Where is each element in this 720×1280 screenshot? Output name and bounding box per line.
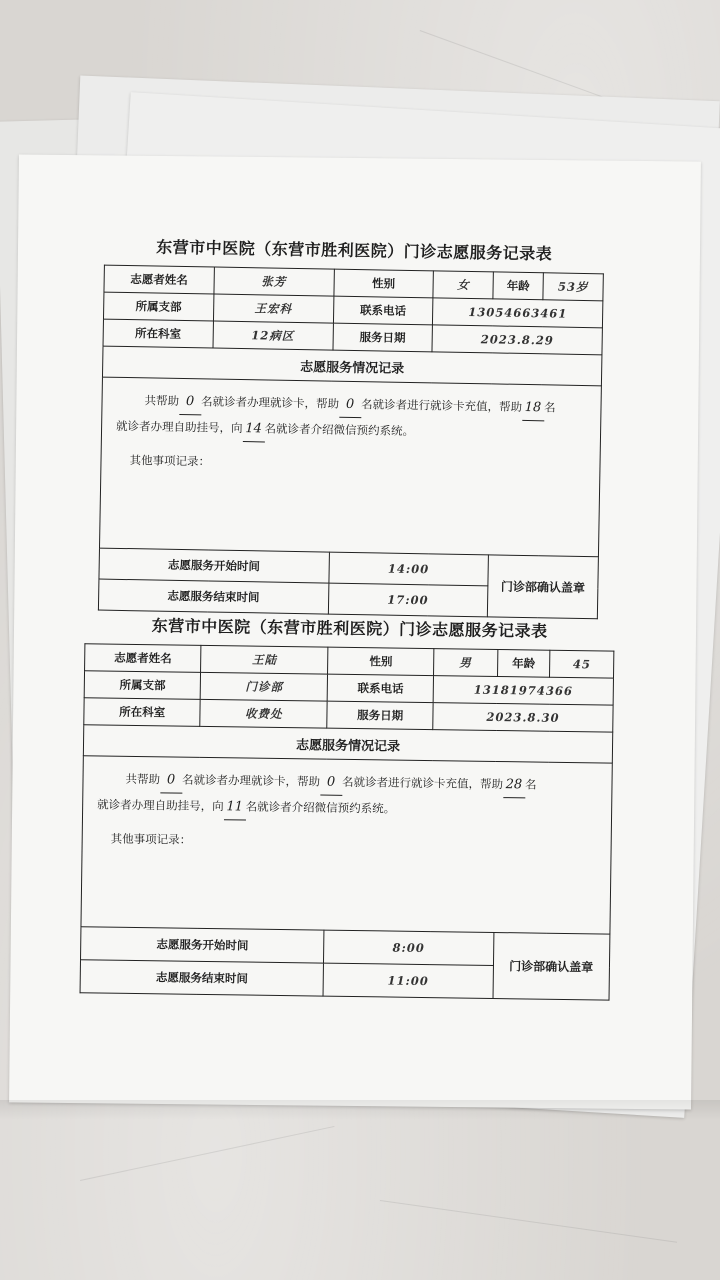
branch-value: 门诊部 — [201, 672, 328, 701]
phone-value: 13054663461 — [433, 298, 603, 328]
filled-count: 0 — [160, 768, 182, 793]
form-title: 东营市中医院（东营市胜利医院）门诊志愿服务记录表 — [156, 237, 553, 264]
start-time-value: 14:00 — [328, 552, 488, 586]
age-value: 45 — [550, 650, 614, 678]
start-time-label: 志愿服务开始时间 — [81, 927, 325, 963]
branch-value: 王宏科 — [213, 294, 333, 323]
record-text: 名就诊者办理就诊卡，帮助 — [181, 772, 321, 789]
filled-count: 28 — [503, 773, 525, 798]
record-text: 名 — [524, 777, 537, 792]
start-time-value: 8:00 — [324, 930, 494, 965]
record-text: 共帮助 — [125, 771, 161, 787]
age-value: 53岁 — [543, 273, 603, 301]
dept-label: 所在科室 — [84, 698, 201, 727]
filled-count: 14 — [242, 417, 264, 442]
date-label: 服务日期 — [332, 323, 432, 352]
record-text: 名就诊者进行就诊卡充值，帮助 — [360, 397, 523, 414]
filled-count: 18 — [522, 396, 544, 421]
marble-vein — [80, 1126, 335, 1181]
table-row — [99, 377, 601, 557]
name-value: 张芳 — [214, 267, 334, 296]
form-sheet — [9, 154, 701, 1109]
end-time-label: 志愿服务结束时间 — [98, 579, 328, 614]
branch-label: 所属支部 — [103, 292, 213, 321]
table-row — [81, 756, 612, 934]
dept-label: 所在科室 — [103, 319, 213, 348]
dept-value: 收费处 — [200, 699, 327, 728]
date-label: 服务日期 — [327, 701, 433, 729]
filled-count: 0 — [339, 393, 361, 418]
marble-vein — [380, 1200, 677, 1243]
name-label: 志愿者姓名 — [85, 644, 202, 673]
phone-label: 联系电话 — [333, 296, 433, 325]
other-notes-label — [97, 826, 597, 857]
record-text: 共帮助 — [144, 393, 180, 408]
sheet-shadow — [0, 1100, 720, 1120]
record-text: 名就诊者介绍微信预约系统。 — [245, 799, 396, 816]
age-label: 年龄 — [493, 272, 543, 300]
other-notes-label — [115, 448, 585, 480]
phone-value: 13181974366 — [433, 676, 613, 706]
record-text: 就诊者办理自助挂号，向 — [97, 797, 224, 814]
date-value: 2023.8.30 — [433, 703, 613, 733]
end-time-label: 志愿服务结束时间 — [80, 960, 324, 996]
record-text: 其他事项记录： — [110, 831, 192, 847]
end-time-value: 17:00 — [328, 583, 488, 617]
start-time-label: 志愿服务开始时间 — [99, 548, 329, 583]
record-body — [99, 377, 601, 557]
record-text: 名 — [543, 400, 556, 415]
phone-label: 联系电话 — [327, 674, 433, 702]
record-table — [80, 643, 615, 1000]
form-title: 东营市中医院（东营市胜利医院）门诊志愿服务记录表 — [151, 616, 548, 641]
branch-label: 所属支部 — [84, 671, 201, 700]
dept-value: 12病区 — [213, 321, 333, 350]
section-title: 志愿服务情况记录 — [83, 725, 612, 763]
filled-count: 11 — [223, 795, 245, 820]
volunteer-record-form-1 — [98, 234, 605, 620]
record-text: 名就诊者介绍微信预约系统。 — [264, 421, 415, 439]
record-text: 就诊者办理自助挂号，向 — [116, 418, 243, 436]
record-table — [98, 265, 604, 620]
gender-value: 女 — [433, 271, 493, 299]
filled-count: 0 — [320, 771, 342, 796]
filled-count: 0 — [179, 390, 201, 415]
stamp-label: 门诊部确认盖章 — [488, 555, 599, 619]
record-body — [81, 756, 612, 934]
gender-label: 性别 — [333, 269, 433, 298]
name-value: 王陆 — [201, 645, 328, 674]
record-text: 名就诊者办理就诊卡，帮助 — [200, 394, 340, 411]
record-text: 名就诊者进行就诊卡充值，帮助 — [341, 774, 504, 792]
age-label: 年龄 — [497, 650, 550, 678]
end-time-value: 11:00 — [323, 963, 493, 998]
date-value: 2023.8.29 — [432, 325, 602, 355]
gender-value: 男 — [434, 649, 498, 677]
stamp-label: 门诊部确认盖章 — [493, 932, 610, 1000]
volunteer-record-form-2 — [80, 612, 615, 1000]
section-title: 志愿服务情况记录 — [102, 346, 601, 386]
record-text: 其他事项记录： — [129, 453, 211, 469]
gender-label: 性别 — [328, 647, 434, 675]
name-label: 志愿者姓名 — [104, 265, 214, 294]
